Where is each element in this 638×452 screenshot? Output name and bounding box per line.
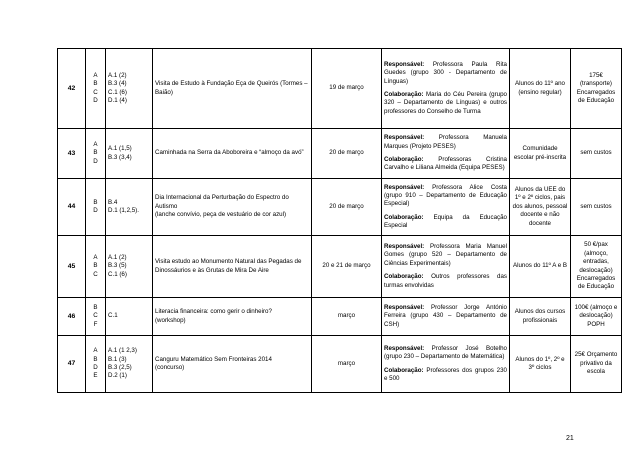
colaboracao-text: Maria do Céu Pereira (grupo 320 – Departamento de Línguas) e outros professores do Conselho de Turma — [384, 91, 507, 115]
objective-codes-cell — [106, 129, 153, 179]
objective-letter: A — [93, 140, 98, 148]
page-number: 21 — [566, 435, 574, 442]
activity-subtitle: (workshop) — [155, 316, 186, 324]
target-public: Alunos do 11º A e B — [510, 236, 571, 298]
responsavel-label: Responsável: — [384, 134, 425, 142]
colaboracao-text: Outros professores das turmas envolvidas — [384, 273, 507, 289]
colaboracao-label: Colaboração: — [384, 213, 424, 221]
target-public: Comunidade escolar pré-inscrita — [510, 129, 571, 179]
objective-letter: B — [93, 198, 98, 206]
activity-date: 20 de março — [312, 129, 382, 179]
objective-letter: B — [93, 303, 98, 311]
responsavel-label: Responsável: — [384, 183, 425, 191]
objective-letter: F — [93, 320, 98, 328]
table-row — [58, 236, 622, 298]
objective-letter: A — [93, 347, 98, 355]
objective-codes-cell — [106, 179, 153, 236]
objective-code: B.4 — [108, 198, 118, 206]
objective-code: C.1 — [108, 312, 118, 320]
colaboracao-label: Colaboração: — [384, 273, 424, 281]
activity-number: 42 — [58, 49, 86, 129]
objective-code: A.1 (1 2,3) — [108, 347, 137, 355]
colaboracao-text: Professoras Cristina Carvalho e Liliana Almeida (Equipa PESES) — [384, 156, 507, 172]
objective-code: B.3 (4) — [108, 80, 127, 88]
responsible-cell — [382, 236, 510, 298]
table-row — [58, 179, 622, 236]
objective-code: B.3 (5) — [108, 262, 127, 270]
objective-letter: D — [93, 96, 98, 104]
responsavel-text: Professora Alice Costa (grupo 910 – Departamento de Educação Especial) — [384, 183, 507, 208]
activity-date: 20 de março — [312, 179, 382, 236]
activity-number: 43 — [58, 129, 86, 179]
objective-codes-cell — [106, 336, 153, 393]
objective-code: A.1 (2) — [108, 253, 127, 261]
responsible-cell — [382, 336, 510, 393]
activity-title: Literacia financeira: como gerir o dinheiro? — [155, 308, 272, 316]
objective-letters-cell — [86, 129, 106, 179]
responsavel-text: Professor Jorge António Ferreira (grupo 430 – Departamento de CSH) — [384, 303, 507, 328]
responsavel-text: Professora Paula Rita Guedes (grupo 300 - Departamento de Línguas) — [384, 60, 507, 85]
responsavel-text: Professora Manuela Marques (Projeto PESES) — [384, 134, 507, 150]
objective-letters-cell — [86, 49, 106, 129]
objective-code: D.1 (4) — [108, 96, 127, 104]
activity-number: 44 — [58, 179, 86, 236]
activity-cost: 50 €/pax (almoço, entradas, deslocação) Encarregados de Educação — [571, 236, 622, 298]
activity-title: Visita de Estudo à Fundação Eça de Queirós (Tormes – Baião) — [155, 80, 308, 96]
activity-date: março — [312, 298, 382, 336]
activity-cell — [153, 179, 312, 236]
activity-number: 45 — [58, 236, 86, 298]
activity-cost: sem custos — [571, 179, 622, 236]
objective-letter: B — [93, 262, 98, 270]
activity-cell — [153, 49, 312, 129]
activity-cell — [153, 236, 312, 298]
objective-code: C.1 (6) — [108, 270, 127, 278]
responsible-cell — [382, 179, 510, 236]
responsavel-label: Responsável: — [384, 60, 425, 68]
objective-letters-cell — [86, 236, 106, 298]
activities-table — [57, 48, 622, 393]
objective-code: B.3 (3,4) — [108, 153, 132, 161]
objective-letter: B — [93, 355, 98, 363]
responsavel-text: Professor José Botelho (grupo 230 – Departamento de Matemática) — [384, 344, 507, 361]
activity-subtitle: (lanche convívio, peça de vestuário de cor azul) — [155, 211, 287, 219]
colaboracao-label: Colaboração: — [384, 366, 424, 374]
activity-cost: 100€ (almoço e deslocação) POPH — [571, 298, 622, 336]
objective-code: B.1 (3) — [108, 355, 127, 363]
objective-letters-cell — [86, 298, 106, 336]
responsible-cell — [382, 129, 510, 179]
activity-date: março — [312, 336, 382, 393]
objective-letter: E — [93, 372, 98, 380]
objective-code: D.1 (1,2,5). — [108, 207, 139, 214]
objective-letter: A — [93, 71, 98, 79]
table-row — [58, 336, 622, 393]
objective-letter: B — [93, 149, 98, 157]
responsavel-label: Responsável: — [384, 243, 425, 251]
activity-cell — [153, 336, 312, 393]
target-public: Alunos da UEE do 1º e 2º ciclos, pais dos alunos, pessoal docente e não docente — [510, 179, 571, 236]
responsible-cell — [382, 298, 510, 336]
objective-letter: D — [93, 364, 98, 371]
objective-code: B.3 (2,5) — [108, 364, 132, 371]
colaboracao-label: Colaboração: — [384, 156, 424, 163]
objective-code: A.1 (2) — [108, 71, 127, 79]
activity-title: Dia Internacional da Perturbação do Espectro do Autismo — [155, 194, 289, 210]
activity-cost: 25€ Orçamento privativo da escola — [571, 336, 622, 393]
objective-letter: C — [93, 270, 98, 278]
activity-cost: sem custos — [571, 129, 622, 179]
objective-code: A.1 (1,5) — [108, 145, 132, 153]
activity-cell — [153, 129, 312, 179]
table-row — [58, 298, 622, 336]
activity-cell — [153, 298, 312, 336]
responsavel-label: Responsável: — [384, 303, 425, 311]
responsible-cell — [382, 49, 510, 129]
table-row — [58, 49, 622, 129]
activity-number: 47 — [58, 336, 86, 393]
activity-subtitle: (concurso) — [155, 364, 185, 371]
objective-letters-cell — [86, 336, 106, 393]
activity-title: Canguru Matemático Sem Fronteiras 2014 — [155, 355, 272, 363]
objective-codes-cell — [106, 298, 153, 336]
objective-letter: C — [93, 88, 98, 96]
objective-letter: D — [93, 157, 98, 165]
responsavel-label: Responsável: — [384, 344, 425, 352]
target-public: Alunos do 1º, 2º e 3º ciclos — [510, 336, 571, 393]
activity-title: Caminhada na Serra da Aboboreira e “almoço da avó” — [155, 149, 304, 157]
activity-date: 19 de março — [312, 49, 382, 129]
colaboracao-label: Colaboração: — [384, 91, 424, 98]
objective-codes-cell — [106, 236, 153, 298]
colaboracao-text: Professores dos grupos 230 e 500 — [384, 366, 507, 382]
target-public: Alunos dos cursos profissionais — [510, 298, 571, 336]
objective-letter: B — [93, 80, 98, 88]
activity-number: 46 — [58, 298, 86, 336]
objective-letter: A — [93, 253, 98, 261]
objective-codes-cell — [106, 49, 153, 129]
objective-letters-cell — [86, 179, 106, 236]
responsavel-text: Professora Maria Manuel Gomes (grupo 520 – Departamento de Ciências Experimentais) — [384, 243, 507, 267]
target-public: Alunos do 11º ano (ensino regular) — [510, 49, 571, 129]
activity-cost: 175€ (transporte) Encarregados de Educação — [571, 49, 622, 129]
table-row — [58, 129, 622, 179]
objective-code: D.2 (1) — [108, 372, 127, 380]
objective-letter: D — [93, 207, 98, 214]
colaboracao-text: Equipa da Educação Especial — [384, 213, 507, 230]
activity-title: Visita estudo ao Monumento Natural das Pegadas de Dinossáurios e às Grutas de Mira De Aire — [155, 258, 302, 274]
objective-letter: C — [93, 312, 98, 320]
objective-code: C.1 (6) — [108, 88, 127, 96]
activity-date: 20 e 21 de março — [312, 236, 382, 298]
